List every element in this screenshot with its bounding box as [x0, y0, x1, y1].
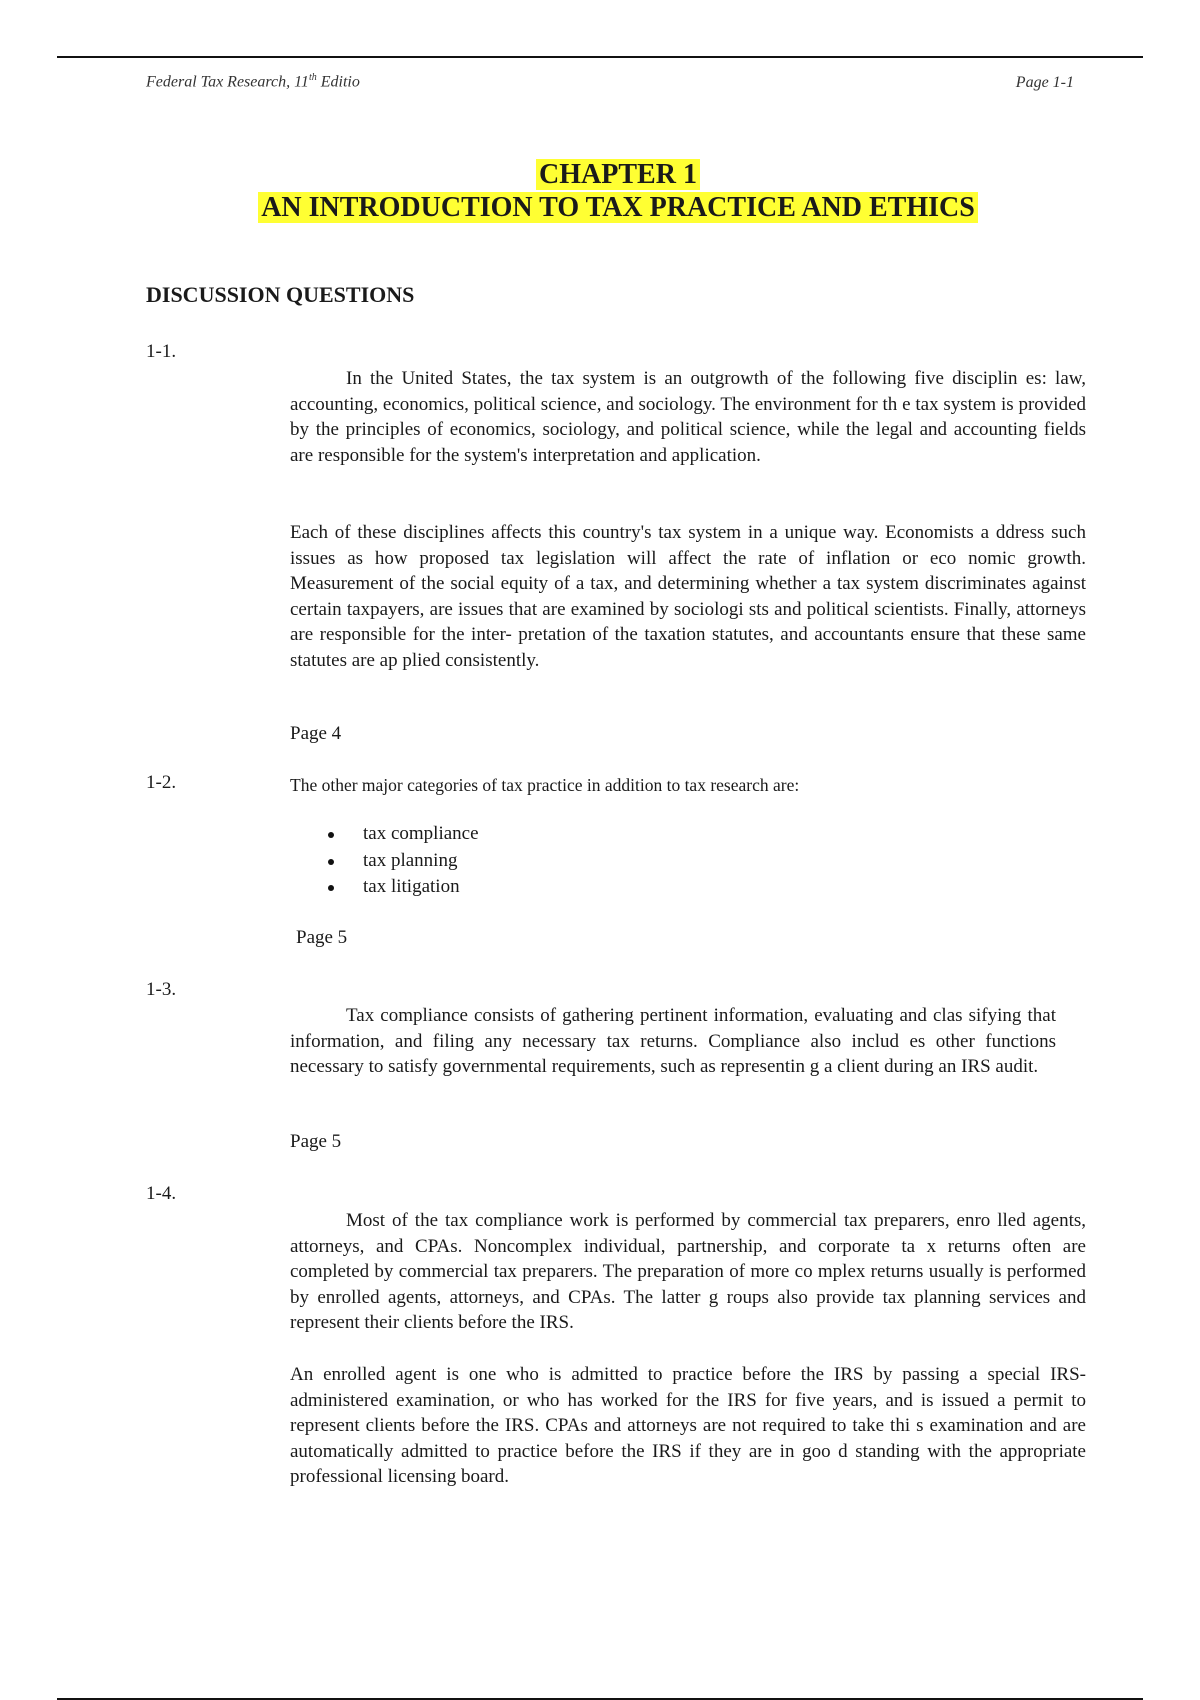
list-item: tax compliance — [290, 821, 479, 848]
page-reference: Page 4 — [290, 723, 342, 744]
chapter-title: AN INTRODUCTION TO TAX PRACTICE AND ETHICS — [258, 192, 978, 223]
question-number: 1-1. — [146, 341, 177, 362]
practice-categories-list — [290, 821, 479, 901]
chapter-title-block — [0, 158, 1200, 224]
answer-paragraph: Tax compliance consists of gathering pertinent information, evaluating and clas sifying that information, and filing any necessary tax returns. Compliance also includ es other functions necessary to satisfy governmental requirements, such as representin g a client during an IRS audit. — [290, 1005, 1056, 1077]
header-rule — [57, 56, 1143, 58]
list-item: tax litigation — [290, 874, 479, 901]
answer-intro: The other major categories of tax practice in addition to tax research are: — [290, 775, 800, 795]
answer-paragraph: Each of these disciplines affects this country's tax system in a unique way. Economists a ddress such issues as how proposed tax legislation will affect the rate of inflation or eco nomic growth. Measurement of the social equity of a tax, and determining whether a tax system discriminates against certain taxpayers, are issues that are examined by sociologi sts and political scientists. Finally, attorneys are responsible for the inter- pretation of the taxation statutes, and accountants ensure that these same statutes are ap plied consistently. — [290, 522, 1086, 671]
page-reference: Page 5 — [290, 1131, 342, 1152]
answer-paragraph: An enrolled agent is one who is admitted to practice before the IRS by passing a special IRS- administered examination, or who has worked for the IRS for five years, and is issued a permit to represent clients before the IRS. CPAs and attorneys are not required to take thi s examination and are automatically admitted to practice before the IRS if they are in goo d standing with the appropriate professional licensing board. — [290, 1364, 1086, 1487]
question-number: 1-3. — [146, 979, 177, 1000]
list-item: tax planning — [290, 848, 479, 875]
question-number: 1-2. — [146, 772, 177, 793]
answer-paragraph: In the United States, the tax system is an outgrowth of the following five disciplin es: law, accounting, economics, political science, and sociology. The environment for th e tax system is provided by the principles of economics, sociology, and political science, while the legal and accounting fields are responsible for the system's interpretation and application. — [290, 368, 1086, 466]
chapter-number: CHAPTER 1 — [536, 159, 700, 190]
running-head-book-title: Federal Tax Research, 11th Editio — [146, 72, 360, 91]
running-head-page-label: Page 1-1 — [1015, 74, 1074, 91]
page-reference: Page 5 — [296, 927, 348, 948]
section-heading: DISCUSSION QUESTIONS — [146, 282, 415, 307]
edition-superscript: th — [308, 72, 317, 83]
answer-paragraph: Most of the tax compliance work is performed by commercial tax preparers, enro lled agents, attorneys, and CPAs. Noncomplex individual, partnership, and corporate ta x returns often are completed by commercial tax preparers. The preparation of more co mplex returns usually is performed by enrolled agents, attorneys, and CPAs. The latter g roups also provide tax planning services and represent their clients before the IRS. — [290, 1210, 1086, 1333]
question-number: 1-4. — [146, 1183, 177, 1204]
